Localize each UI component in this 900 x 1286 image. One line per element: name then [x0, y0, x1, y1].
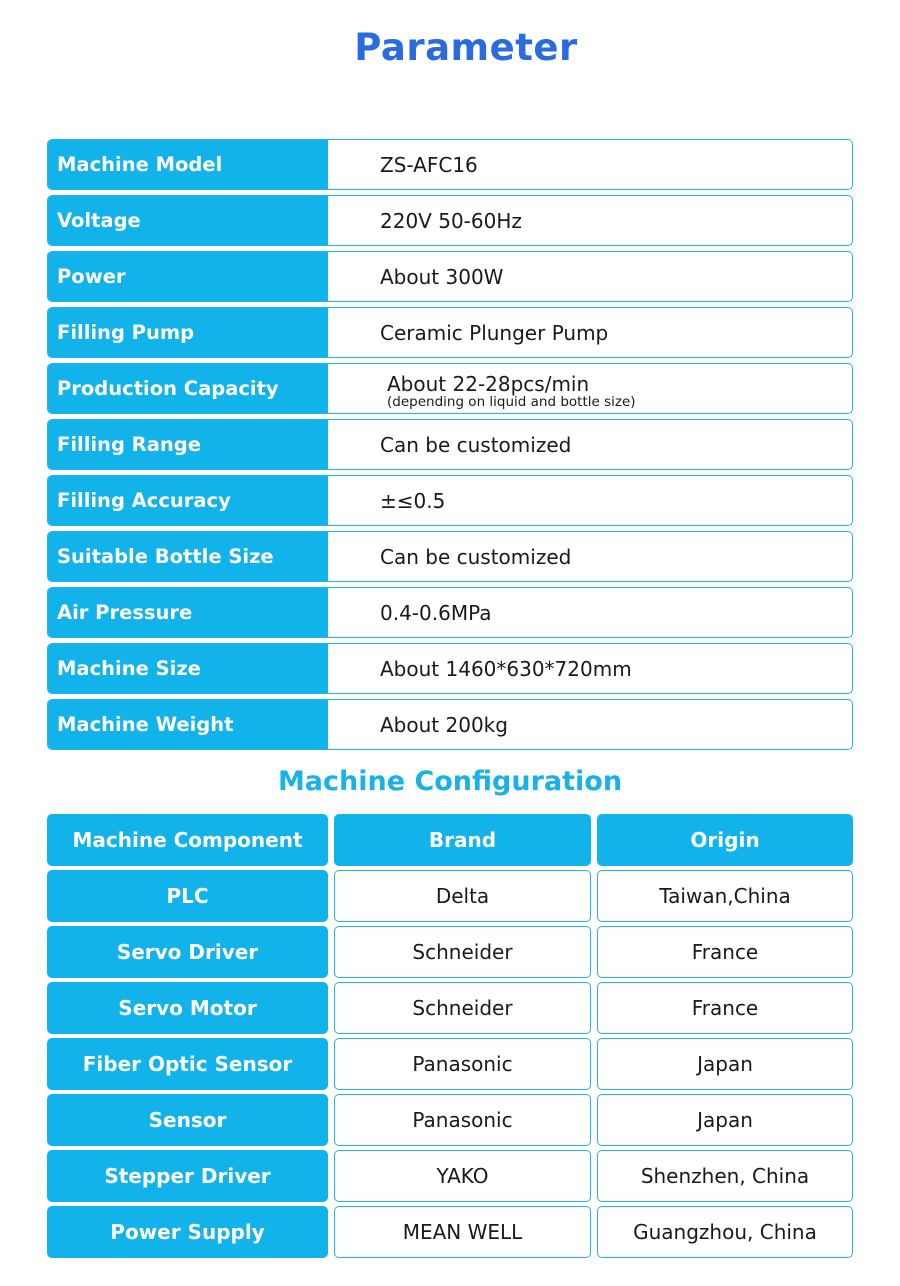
- origin-cell: Japan: [597, 1094, 853, 1146]
- config-header-row: [47, 814, 853, 866]
- param-value: About 1460*630*720mm: [380, 656, 632, 681]
- param-value: 0.4-0.6MPa: [380, 600, 492, 625]
- param-value: ZS-AFC16: [380, 152, 478, 177]
- param-label: Air Pressure: [48, 588, 328, 637]
- param-row-air-pressure: [47, 587, 853, 638]
- component-cell: Stepper Driver: [47, 1150, 328, 1202]
- origin-cell: Japan: [597, 1038, 853, 1090]
- component-cell: Power Supply: [47, 1206, 328, 1258]
- param-value: Can be customized: [380, 544, 572, 569]
- param-label: Production Capacity: [48, 364, 328, 413]
- param-row-filling-accuracy: [47, 475, 853, 526]
- header-origin: Origin: [597, 814, 853, 866]
- component-cell: Servo Motor: [47, 982, 328, 1034]
- param-label: Suitable Bottle Size: [48, 532, 328, 581]
- param-row-filling-pump: [47, 307, 853, 358]
- param-row-production-capacity: [47, 363, 853, 414]
- param-row-machine-weight: [47, 699, 853, 750]
- configuration-table: [47, 814, 853, 1262]
- param-row-suitable-bottle-size: [47, 531, 853, 582]
- param-value: About 200kg: [380, 712, 508, 737]
- param-value: Can be customized: [380, 432, 572, 457]
- param-row-voltage: [47, 195, 853, 246]
- param-label: Filling Pump: [48, 308, 328, 357]
- param-label: Filling Range: [48, 420, 328, 469]
- origin-cell: Shenzhen, China: [597, 1150, 853, 1202]
- origin-cell: France: [597, 982, 853, 1034]
- origin-cell: Guangzhou, China: [597, 1206, 853, 1258]
- brand-cell: Panasonic: [334, 1094, 591, 1146]
- param-value-note: (depending on liquid and bottle size): [387, 393, 636, 410]
- param-label: Power: [48, 252, 328, 301]
- brand-cell: Schneider: [334, 926, 591, 978]
- header-component: Machine Component: [47, 814, 328, 866]
- config-row-plc: [47, 870, 853, 922]
- param-label: Machine Size: [48, 644, 328, 693]
- param-value: About 300W: [380, 264, 504, 289]
- param-value: About 22-28pcs/min: [387, 371, 590, 396]
- config-row-servo-motor: [47, 982, 853, 1034]
- param-label: Machine Weight: [48, 700, 328, 749]
- config-row-fiber-optic-sensor: [47, 1038, 853, 1090]
- parameter-title: Parameter: [354, 26, 578, 69]
- param-value: 220V 50-60Hz: [380, 208, 522, 233]
- param-label: Filling Accuracy: [48, 476, 328, 525]
- param-row-machine-size: [47, 643, 853, 694]
- config-row-power-supply: [47, 1206, 853, 1258]
- param-row-filling-range: [47, 419, 853, 470]
- brand-cell: MEAN WELL: [334, 1206, 591, 1258]
- brand-cell: Panasonic: [334, 1038, 591, 1090]
- header-brand: Brand: [334, 814, 591, 866]
- origin-cell: Taiwan,China: [597, 870, 853, 922]
- param-value: Ceramic Plunger Pump: [380, 320, 609, 345]
- component-cell: Sensor: [47, 1094, 328, 1146]
- brand-cell: YAKO: [334, 1150, 591, 1202]
- component-cell: Fiber Optic Sensor: [47, 1038, 328, 1090]
- param-row-machine-model: [47, 139, 853, 190]
- brand-cell: Delta: [334, 870, 591, 922]
- configuration-title: Machine Configuration: [277, 766, 623, 797]
- param-label: Voltage: [48, 196, 328, 245]
- config-row-sensor: [47, 1094, 853, 1146]
- config-row-stepper-driver: [47, 1150, 853, 1202]
- param-label: Machine Model: [48, 140, 328, 189]
- component-cell: PLC: [47, 870, 328, 922]
- param-row-power: [47, 251, 853, 302]
- param-value: ±≤0.5: [380, 488, 446, 513]
- brand-cell: Schneider: [334, 982, 591, 1034]
- config-row-servo-driver: [47, 926, 853, 978]
- component-cell: Servo Driver: [47, 926, 328, 978]
- parameter-table: [47, 139, 853, 755]
- origin-cell: France: [597, 926, 853, 978]
